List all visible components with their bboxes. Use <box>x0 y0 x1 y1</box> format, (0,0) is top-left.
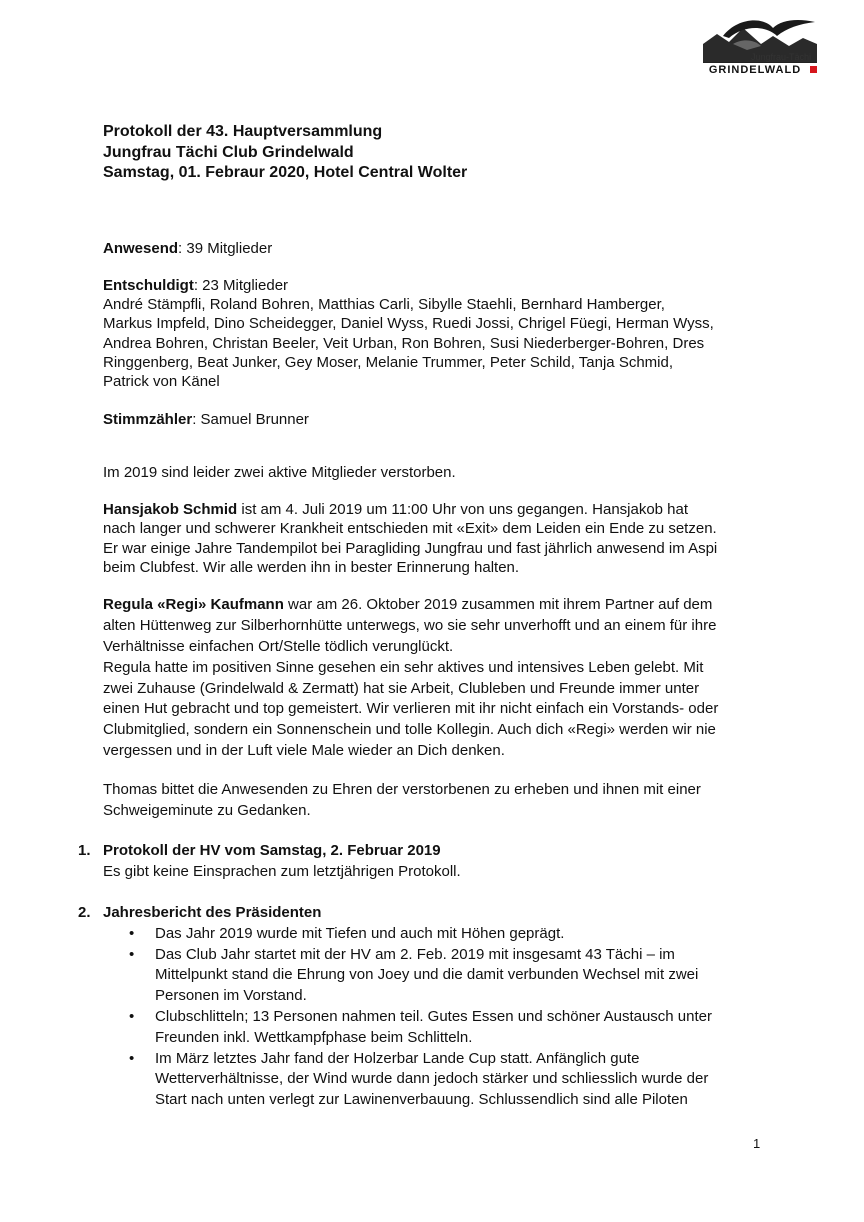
list-item <box>129 924 763 945</box>
title-line-3: Samstag, 01. Febraur 2020, Hotel Central Wolter <box>103 164 468 181</box>
teller-label: Stimmzähler <box>103 410 193 428</box>
present-label: Anwesend <box>103 239 179 257</box>
document-title <box>103 122 763 184</box>
bullet-text: Mittelpunkt stand die Ehrung von Joey und die damit verbunden Wechsel mit zwei <box>155 966 699 984</box>
closing-text: Thomas bittet die Anwesenden zu Ehren der verstorbenen zu erheben und ihnen mit einer <box>103 780 701 798</box>
teller-paragraph <box>103 410 763 429</box>
person-2-text: alten Hüttenweg zur Silberhornhütte unterwegs, wo sie sehr unverhofft und an einem für ihre <box>103 617 717 635</box>
bullet-text: Freunden inkl. Wettkampfphase beim Schlitteln. <box>155 1028 473 1046</box>
excused-names-line: Andrea Bohren, Christan Beeler, Veit Urban, Ron Bohren, Susi Niederberger-Bohren, Dres <box>103 334 705 352</box>
section-2-bullet-list <box>103 924 763 1111</box>
person-2-text: vergessen und in der Luft viele Male wieder an Dich denken. <box>103 741 505 759</box>
present-value: : 39 Mitglieder <box>178 239 273 257</box>
person-2-text: Clubmitglied, sondern ein Sonnenschein und tolle Kollegin. Auch dich «Regi» werden wir nie <box>103 721 716 739</box>
teller-value: : Samuel Brunner <box>192 410 309 428</box>
section-1-title: Protokoll der HV vom Samstag, 2. Februar 2019 <box>103 842 441 860</box>
memorial-person-2 <box>103 595 763 761</box>
excused-paragraph <box>103 276 763 392</box>
excused-names-line: Ringgenberg, Beat Junker, Gey Moser, Melanie Trummer, Peter Schild, Tanja Schmid, <box>103 353 673 371</box>
excused-label: Entschuldigt <box>103 276 194 294</box>
logo-bar <box>703 62 817 76</box>
bullet-icon: • <box>129 1049 135 1067</box>
closing-text: Schweigeminute zu Gedanken. <box>103 801 311 819</box>
excused-names-line: Markus Impfeld, Dino Scheidegger, Daniel Wyss, Ruedi Jossi, Chrigel Füegi, Herman Wyss, <box>103 315 714 333</box>
list-item <box>129 1007 763 1049</box>
person-1-name: Hansjakob Schmid <box>103 501 238 519</box>
memorial-closing <box>103 780 763 822</box>
person-2-name: Regula «Regi» Kaufmann <box>103 596 284 614</box>
bullet-text: Wetterverhältnisse, der Wind wurde dann jedoch stärker und schliesslich wurde der <box>155 1070 709 1088</box>
club-logo <box>703 14 817 76</box>
swiss-flag-icon <box>810 66 817 73</box>
section-2-title: Jahresbericht des Präsidenten <box>103 903 322 921</box>
person-2-text: Regula hatte im positiven Sinne gesehen ein sehr aktives und intensives Leben gelebt. Mit <box>103 658 704 676</box>
logo-subtitle: Jungfrau-Tächi <box>750 52 811 62</box>
memorial-person-1 <box>103 500 763 577</box>
bullet-text: Start nach unten verlegt zur Lawinenverbauung. Schlussendlich sind alle Piloten <box>155 1091 688 1109</box>
excused-names-line: Patrick von Känel <box>103 373 220 391</box>
excused-value: : 23 Mitglieder <box>193 276 289 294</box>
bullet-text: Clubschlitteln; 13 Personen nahmen teil. Gutes Essen und schöner Austausch unter <box>155 1007 712 1025</box>
bullet-text: Im März letztes Jahr fand der Holzerbar Lande Cup statt. Anfänglich gute <box>155 1049 640 1067</box>
bullet-icon: • <box>129 924 135 942</box>
title-line-1: Protokoll der 43. Hauptversammlung <box>103 123 383 140</box>
person-2-text: war am 26. Oktober 2019 zusammen mit ihrem Partner auf dem <box>283 596 713 614</box>
page-number: 1 <box>753 1136 761 1151</box>
title-line-2: Jungfrau Tächi Club Grindelwald <box>103 143 354 161</box>
section-2-number: 2. <box>78 903 91 921</box>
bullet-text: Personen im Vorstand. <box>155 987 307 1005</box>
excused-names-line: André Stämpfli, Roland Bohren, Matthias Carli, Sibylle Staehli, Bernhard Hamberger, <box>103 296 665 314</box>
section-2 <box>78 903 763 1111</box>
person-1-text: nach langer und schwerer Krankheit entschieden mit «Exit» dem Leiden ein Ende zu setzen. <box>103 520 717 538</box>
person-1-text: beim Clubfest. Wir alle werden ihn in bester Erinnerung halten. <box>103 559 520 577</box>
memorial-intro: Im 2019 sind leider zwei aktive Mitglieder verstorben. <box>103 463 456 481</box>
person-2-text: zwei Zuhause (Grindelwald & Zermatt) hat sie Arbeit, Clubleben und Freunde immer unter <box>103 679 700 697</box>
list-item <box>129 945 763 1007</box>
person-1-text: Er war einige Jahre Tandempilot bei Paragliding Jungfrau und fast jährlich anwesend im Aspi <box>103 539 718 557</box>
section-1-number: 1. <box>78 842 91 860</box>
bullet-text: Das Jahr 2019 wurde mit Tiefen und auch mit Höhen geprägt. <box>155 924 565 942</box>
section-1 <box>78 841 763 883</box>
logo-name: GRINDELWALD <box>708 64 802 76</box>
document-body <box>78 122 763 1111</box>
person-2-text: Verhältnisse einfachen Ort/Stelle tödlich verunglückt. <box>103 637 454 655</box>
bullet-icon: • <box>129 945 135 963</box>
list-item <box>129 1049 763 1111</box>
bullet-text: Das Club Jahr startet mit der HV am 2. Feb. 2019 mit insgesamt 43 Tächi – im <box>155 945 675 963</box>
person-1-text: ist am 4. Juli 2019 um 11:00 Uhr von uns gegangen. Hansjakob hat <box>237 501 689 519</box>
present-paragraph <box>103 239 763 258</box>
bullet-icon: • <box>129 1007 135 1025</box>
person-2-text: einen Hut gebracht und top gemeistert. Wir verlieren mit ihr nicht einfach ein Vorstands- oder <box>103 700 719 718</box>
section-1-text: Es gibt keine Einsprachen zum letztjährigen Protokoll. <box>103 863 461 881</box>
